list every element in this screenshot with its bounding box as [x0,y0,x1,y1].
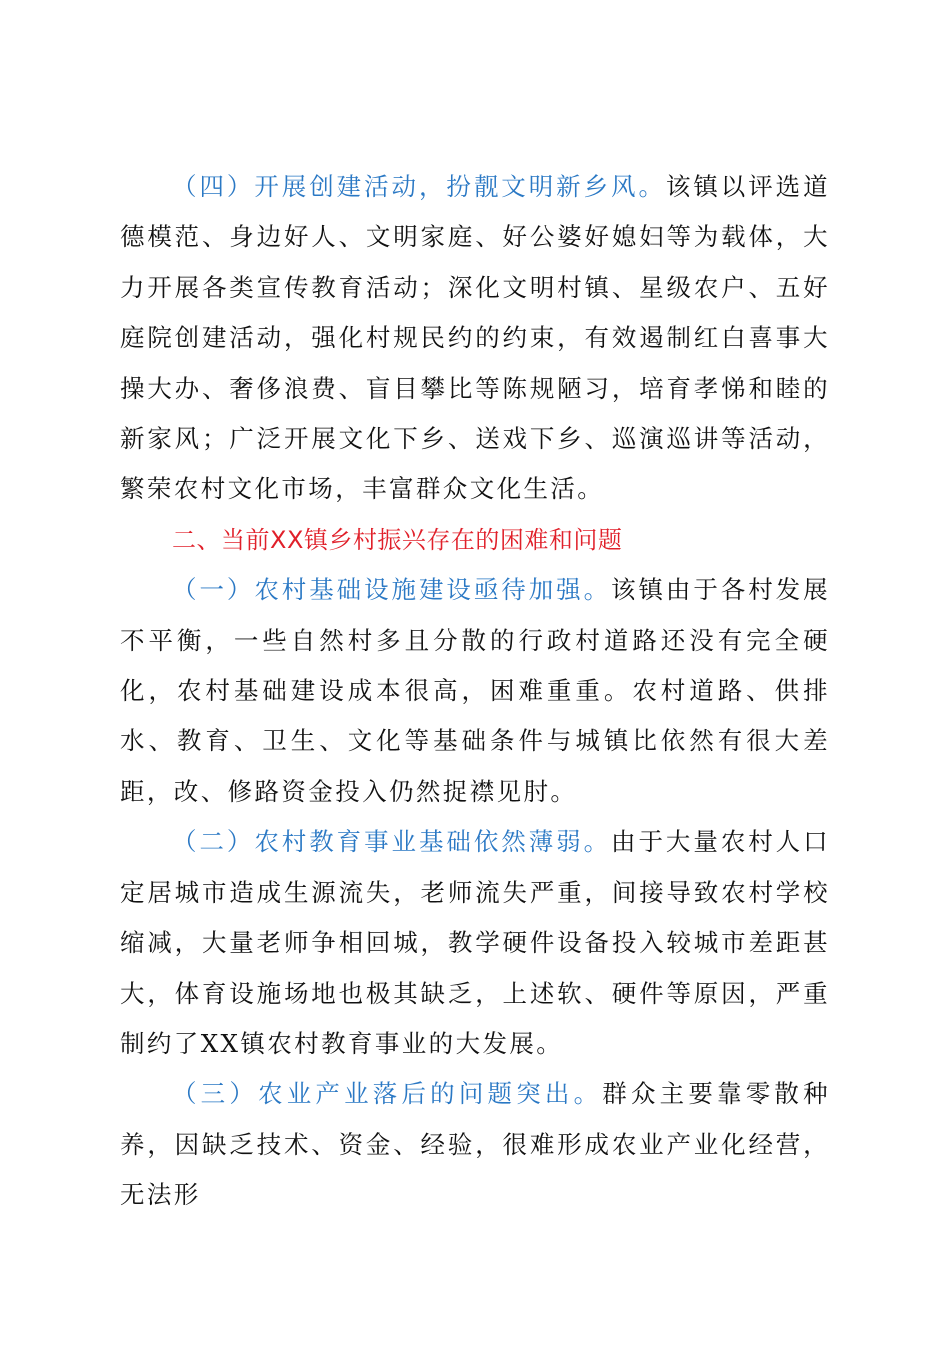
paragraph-infrastructure-body: 该镇由于各村发展不平衡，一些自然村多且分散的行政村道路还没有完全硬化，农村基础建设成本很高，困难重重。农村道路、供排水、教育、卫生、文化等基础条件与城镇比依然有很大差距，改、修路资金投入仍然捉襟见肘。 [120,575,831,806]
paragraph-education-body: 由于大量农村人口定居城市造成生源流失，老师流失严重，间接导致农村学校缩减，大量老师争相回城，教学硬件设备投入较城市差距甚大，体育设施场地也极其缺乏，上述软、硬件等原因，严重制约了XX镇农村教育事业的大发展。 [120,827,831,1058]
subheading-agriculture: （三）农业产业落后的问题突出。 [172,1079,603,1109]
paragraph-civilization [120,162,830,515]
paragraph-education [120,817,830,1069]
document-content [120,162,830,1221]
paragraph-agriculture-body: 群众主要靠零散种养，因缺乏技术、资金、经验，很难形成农业产业化经营，无法形 [120,1079,830,1210]
paragraph-agriculture [120,1069,830,1220]
subheading-infrastructure: （一）农村基础设施建设亟待加强。 [172,575,612,605]
subheading-education: （二）农村教育事业基础依然薄弱。 [172,827,612,857]
paragraph-infrastructure [120,565,830,817]
section-title-difficulties: 二、当前XX镇乡村振兴存在的困难和问题 [172,525,623,554]
subheading-civilization: （四）开展创建活动，扮靓文明新乡风。 [172,172,666,201]
paragraph-civilization-body: 该镇以评选道德模范、身边好人、文明家庭、好公婆好媳妇等为载体，大力开展各类宣传教育活动；深化文明村镇、星级农户、五好庭院创建活动，强化村规民约的约束，有效遏制红白喜事大操大办、奢侈浪费、盲目攀比等陈规陋习，培育孝悌和睦的新家风；广泛开展文化下乡、送戏下乡、巡演巡讲等活动，繁荣农村文化市场，丰富群众文化生活。 [120,172,830,504]
